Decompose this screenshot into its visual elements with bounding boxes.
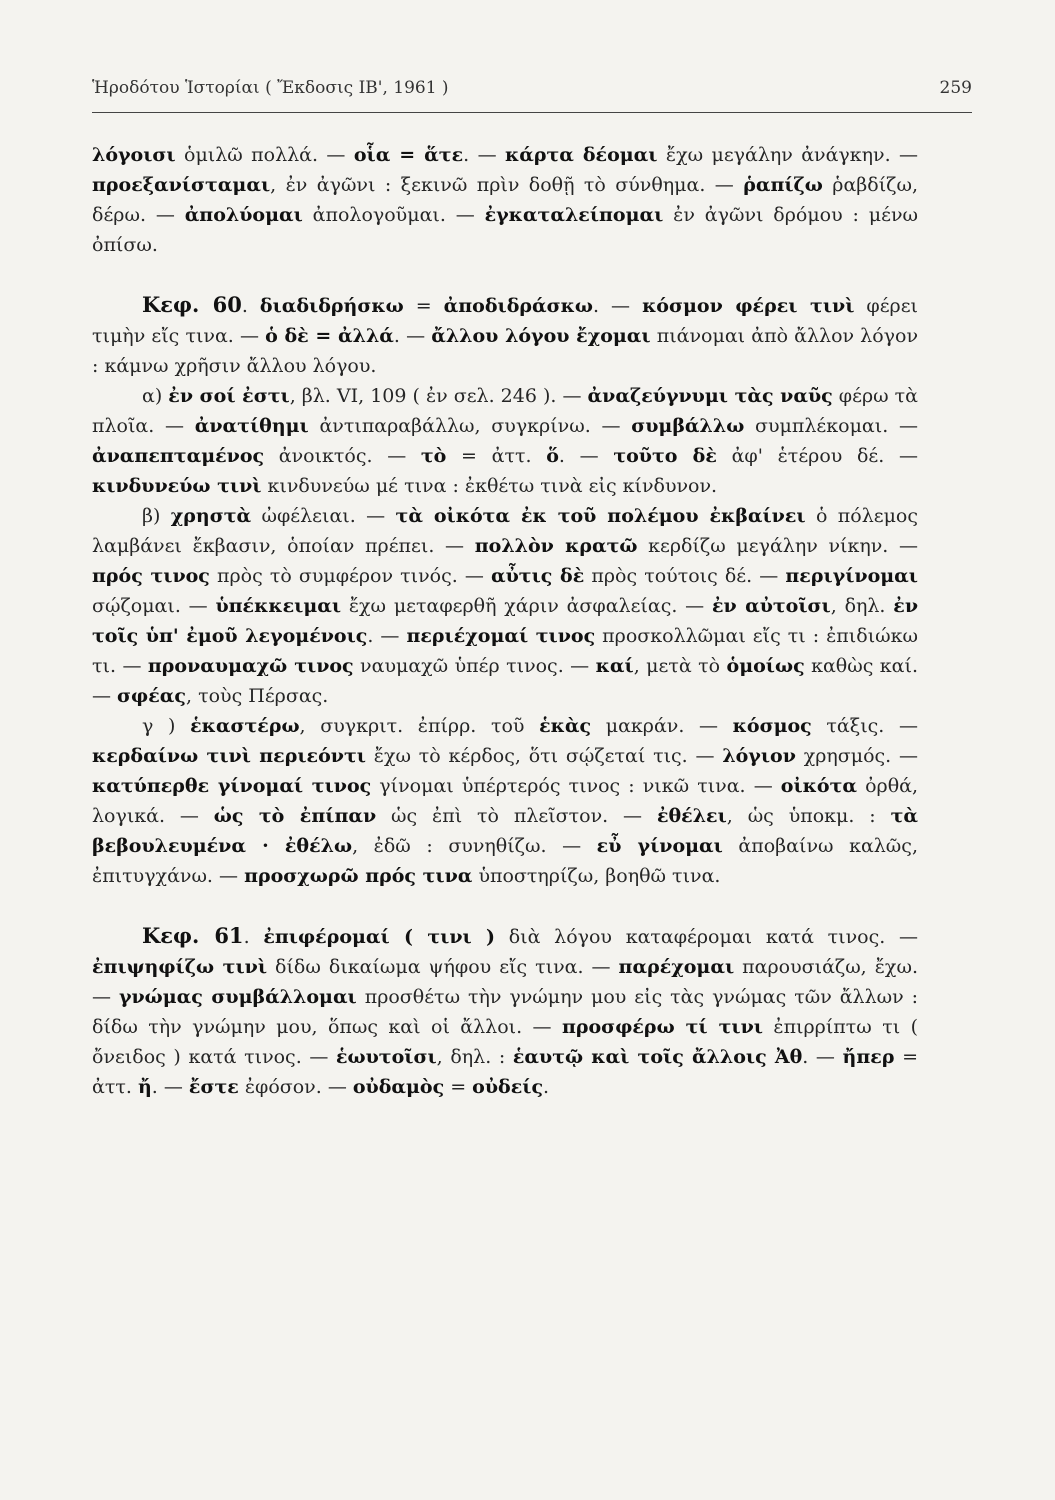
lemma: οἷα = ἅτε [353, 144, 464, 166]
gloss-text: . — [558, 445, 614, 467]
lemma: καί [595, 655, 634, 677]
gloss-text: , συγκριτ. ἐπίρρ. τοῦ [299, 715, 540, 737]
gloss-text: πρὸς τούτοις δέ. — [584, 565, 786, 587]
lemma: ἐν σοί ἐστι [168, 385, 290, 407]
lemma: ἑκὰς [539, 715, 592, 737]
gloss-text: . — [151, 1076, 189, 1098]
gloss-text: . [243, 926, 264, 948]
lemma: χρηστὰ [170, 505, 252, 527]
gloss-text: ἀνοικτός. — [264, 445, 421, 467]
gloss-text: , δηλ. [830, 595, 894, 617]
gloss-text: παρουσιάζω, ἔχω. — [92, 956, 918, 1008]
gloss-paragraph [92, 140, 918, 260]
gloss-text: ὁ πόλεμος λαμβάνει ἔκβασιν, ὁποίαν πρέπει. — [92, 505, 919, 557]
lemma: αὖτις δὲ [491, 565, 585, 587]
gloss-text: ὀρθά, λογικά. — [92, 775, 918, 827]
gloss-text: . — [593, 295, 643, 317]
lemma: προεξανίσταμαι [92, 174, 271, 196]
running-title: Ἡροδότου Ἱστορίαι ( Ἔκδοσις ΙΒ', 1961 ) [92, 78, 449, 98]
gloss-text: , ἐν ἀγῶνι : ξεκινῶ πρὶν δοθῇ τὸ σύνθημα. — [270, 174, 744, 196]
lemma: ἐν τοῖς ὑπ' ἐμοῦ λεγομένοις [92, 595, 918, 647]
chapter-paragraph [92, 290, 918, 381]
gloss-text: προσκολλῶμαι εἴς τι : ἐπιδιώκω τι. — [92, 625, 918, 677]
lemma: κατύπερθε γίνομαί τινος [92, 775, 372, 797]
gloss-text: ἐν ἀγῶνι δρόμου : μένω ὀπίσω. [92, 204, 918, 256]
gloss-text: προσθέτω τὴν γνώμην μου εἰς τὰς γνώμας τῶν ἄλλων : δίδω τὴν γνώμην μου, ὅπως καὶ οἱ ἄλλοι. — [92, 986, 919, 1038]
gloss-text: συμπλέκομαι. — [744, 415, 918, 437]
lemma: ἀποδιδράσκω [443, 295, 593, 317]
lemma: λόγιον [722, 745, 796, 767]
lemma: προσχωρῶ πρός τινα [244, 865, 473, 887]
lemma: ἤπερ [842, 1046, 895, 1068]
lemma: πρός τινος [92, 565, 210, 587]
gloss-text: ὑποστηρίζω, βοηθῶ τινα. [472, 865, 721, 887]
lemma: κινδυνεύω τινὶ [92, 475, 262, 497]
gloss-text: κερδίζω μεγάλην νίκην. — [637, 535, 918, 557]
lemma: προσφέρω τί τινι [561, 1016, 763, 1038]
gloss-text: ἀντιπαραβάλλω, συγκρίνω. — [308, 415, 632, 437]
gloss-text: β) [142, 505, 171, 527]
lemma: ὅ [546, 445, 559, 467]
lemma: πολλὸν κρατῶ [474, 535, 638, 557]
gloss-text: καθὼς καί. — [92, 655, 918, 707]
gloss-text: , βλ. VI, 109 ( ἐν σελ. 246 ). — [289, 385, 588, 407]
lemma: ἐπιψηφίζω τινὶ [92, 956, 268, 978]
lemma: ἐπιφέρομαί ( τινι ) [263, 926, 495, 948]
lemma: προναυμαχῶ τινος [147, 655, 354, 677]
gloss-text: α) [142, 385, 169, 407]
lemma: ἐν αὐτοῖσι [711, 595, 831, 617]
gloss-text: ὁμιλῶ πολλά. — [175, 144, 354, 166]
chapter-heading: Κεφ. 60 [142, 292, 242, 317]
lemma: τὸ [420, 445, 447, 467]
chapter-heading: Κεφ. 61 [142, 923, 244, 948]
gloss-text: . — [393, 325, 432, 347]
lemma: ἀναζεύγνυμι τὰς ναῦς [587, 385, 833, 407]
gloss-text: σῴζομαι. — [92, 595, 216, 617]
gloss-text: ἔχω τὸ κέρδος, ὅτι σῴζεταί τις. — [365, 745, 723, 767]
gloss-text: ἀποβαίνω καλῶς, ἐπιτυγχάνω. — [92, 835, 918, 887]
gloss-text: ἔχω μεγάλην ἀνάγκην. — [657, 144, 919, 166]
lemma: οὐδείς [472, 1076, 544, 1098]
lemma: λόγοισι [92, 144, 176, 166]
gloss-text: πιάνομαι ἀπὸ ἄλλον λόγον : κάμνω χρῆσιν ἄλλου λόγου. [92, 325, 919, 377]
lemma: τοῦτο δὲ [613, 445, 717, 467]
gloss-paragraph [92, 501, 918, 711]
chapter-paragraph [92, 921, 918, 1102]
gloss-text: γ ) [142, 715, 191, 737]
gloss-text: τάξις. — [811, 715, 918, 737]
lemma: περιέχομαί τινος [406, 625, 596, 647]
lemma: οἰκότα [780, 775, 857, 797]
gloss-text: , δηλ. : [436, 1046, 513, 1068]
lemma: κάρτα δέομαι [504, 144, 658, 166]
lemma: ὁ δὲ = ἀλλά [265, 325, 394, 347]
gloss-text: ὡς ἐπὶ τὸ πλεῖστον. — [376, 805, 657, 827]
page-number: 259 [939, 78, 972, 98]
gloss-text: γίνομαι ὑπέρτερός τινος : νικῶ τινα. — [371, 775, 781, 797]
lemma: ἑαυτῷ καὶ τοῖς ἄλλοις Ἀθ [512, 1046, 803, 1068]
gloss-text: μακράν. — [591, 715, 733, 737]
lemma: ὑπέκκειμαι [215, 595, 342, 617]
gloss-paragraph [92, 381, 918, 501]
gloss-text: . — [802, 1046, 843, 1068]
lemma: σφέας [117, 685, 186, 707]
lemma: κόσμον φέρει τινὶ [642, 295, 855, 317]
lemma: ἀπολύομαι [184, 204, 303, 226]
gloss-text: . [543, 1076, 550, 1098]
gloss-text: ἐπιρρίπτω τι ( ὄνειδος ) κατά τινος. — [92, 1016, 918, 1068]
paragraph-gap [92, 891, 918, 921]
gloss-text: ἀφ' ἑτέρου δέ. — [716, 445, 918, 467]
gloss-text: = [403, 295, 444, 317]
gloss-text: ἐφόσον. — [238, 1076, 353, 1098]
lemma: ἀνατίθημι [194, 415, 309, 437]
gloss-text: , τοὺς Πέρσας. [186, 685, 329, 707]
text-body [92, 140, 918, 1102]
lemma: ἀναπεπταμένος [92, 445, 265, 467]
lemma: κόσμος [732, 715, 812, 737]
lemma: ὡς τὸ ἐπίπαν [213, 805, 377, 827]
gloss-text: ἀπολογοῦμαι. — [302, 204, 485, 226]
lemma: ἔστε [188, 1076, 239, 1098]
running-header [92, 78, 972, 98]
gloss-text: ναυμαχῶ ὑπέρ τινος. — [353, 655, 596, 677]
lemma: ἄλλου λόγου ἔχομαι [431, 325, 651, 347]
lemma: οὐδαμὸς [352, 1076, 445, 1098]
gloss-text: , ὡς ὑποκμ. : [726, 805, 891, 827]
gloss-text: διὰ λόγου καταφέρομαι κατά τινος. — [494, 926, 918, 948]
gloss-text: χρησμός. — [795, 745, 918, 767]
gloss-text: . — [367, 625, 407, 647]
lemma: ἐθέλει [656, 805, 727, 827]
gloss-text: ὠφέλειαι. — [251, 505, 396, 527]
lemma: συμβάλλω [631, 415, 745, 437]
gloss-text: = [444, 1076, 473, 1098]
lemma: ὁμοίως [726, 655, 805, 677]
gloss-text: δίδω δικαίωμα ψήφου εἴς τινα. — [267, 956, 619, 978]
gloss-text: , μετὰ τὸ [633, 655, 727, 677]
lemma: διαδιδρήσκω [259, 295, 404, 317]
gloss-text: κινδυνεύω μέ τινα : ἐκθέτω τινὰ εἰς κίνδυνον. [261, 475, 718, 497]
gloss-text: ῥαβδίζω, δέρω. — [92, 174, 919, 226]
lemma: ἑκαστέρω [190, 715, 300, 737]
gloss-text: , ἐδῶ : συνηθίζω. — [352, 835, 597, 857]
gloss-text: φέρω τὰ πλοῖα. — [92, 385, 918, 437]
gloss-paragraph [92, 711, 918, 891]
lemma: ἑωυτοῖσι [335, 1046, 437, 1068]
lemma: γνώμας συμβάλλομαι [118, 986, 357, 1008]
header-rule [92, 112, 972, 113]
lemma: ἐγκαταλείπομαι [484, 204, 664, 226]
lemma: ῥαπίζω [743, 174, 823, 196]
lemma: τὰ οἰκότα ἐκ τοῦ πολέμου ἐκβαίνει [395, 505, 806, 527]
lemma: εὖ γίνομαι [596, 835, 723, 857]
paragraph-gap [92, 260, 918, 290]
gloss-text: = ἀττ. [92, 1046, 919, 1098]
lemma: ἤ [137, 1076, 152, 1098]
gloss-text: . [241, 295, 260, 317]
lemma: περιγίνομαι [785, 565, 918, 587]
lemma: παρέχομαι [618, 956, 735, 978]
gloss-text: φέρει τιμὴν εἴς τινα. — [92, 295, 919, 347]
lemma: τὰ βεβουλευμένα · ἐθέλω [92, 805, 918, 857]
lemma: κερδαίνω τινὶ περιεόντι [92, 745, 366, 767]
gloss-text: . — [463, 144, 505, 166]
gloss-text: πρὸς τὸ συμφέρον τινός. — [209, 565, 491, 587]
gloss-text: = ἀττ. [446, 445, 547, 467]
gloss-text: ἔχω μεταφερθῆ χάριν ἀσφαλείας. — [341, 595, 712, 617]
